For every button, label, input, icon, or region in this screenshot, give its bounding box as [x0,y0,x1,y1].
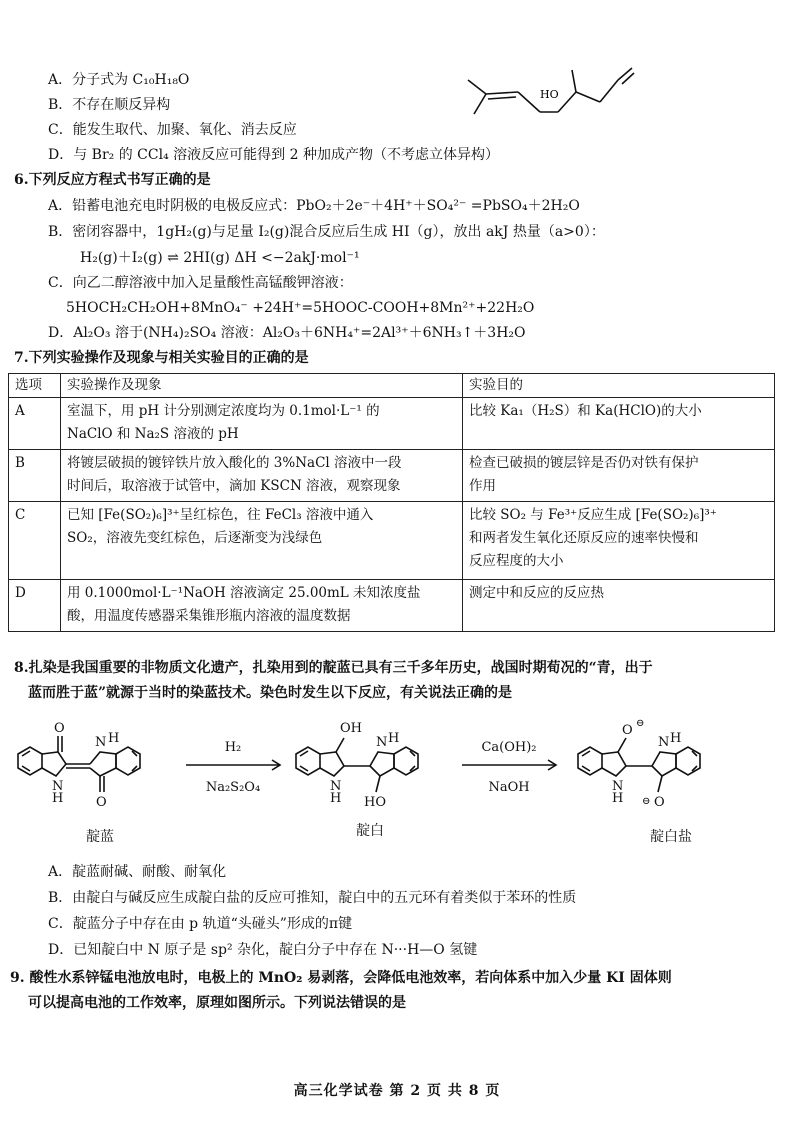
table-row [9,398,775,450]
table-header-row [9,374,775,398]
q9-stem-line1: 9. 酸性水系锌锰电池放电时，电极上的 MnO₂ 易剥落，会降低电池效率，若向体系中加入少量 KI 固体则 [10,970,672,986]
mol2-n-bottom: N [330,779,342,794]
table-row [9,502,775,580]
table-row [9,580,775,632]
page-footer: 高三化学试卷 第 2 页 共 8 页 [293,1083,501,1099]
q6-option-a: A．铅蓄电池充电时阴极的电极反应式：PbO₂＋2e⁻＋4H⁺＋SO₄²⁻ =PbSO₄＋2H₂O [48,198,580,214]
header-operation: 实验操作及现象 [61,374,463,398]
q5-option-b: B．不存在顺反异构 [48,97,171,113]
q9-stem-line2: 可以提高电池的工作效率，原理如图所示。下列说法错误的是 [28,995,406,1011]
mol3-h-top: H [670,731,682,746]
row-d-purpose: 测定中和反应的反应热 [463,580,775,632]
q7-stem: 7.下列实验操作及现象与相关实验目的正确的是 [14,350,309,366]
q8-option-a: A．靛蓝耐碱、耐酸、耐氧化 [48,864,227,880]
q8-reaction-scheme [0,712,794,832]
q5-option-c: C．能发生取代、加聚、氧化、消去反应 [48,122,297,138]
row-b-option: B [9,450,61,502]
mol3-name: 靛白盐 [650,829,692,845]
table-row [9,450,775,502]
mol2-ho-bottom: HO [364,795,386,810]
row-d-option: D [9,580,61,632]
row-c-option: C [9,502,61,580]
mol1-h-top: H [108,731,120,746]
arrow2-top-label: Ca(OH)₂ [481,740,537,755]
q6-stem: 6.下列反应方程式书写正确的是 [14,172,211,188]
q6-option-d: D．Al₂O₃ 溶于(NH₄)₂SO₄ 溶液：Al₂O₃＋6NH₄⁺=2Al³⁺＋6NH₃↑＋3H₂O [48,325,526,341]
mol3-n-top: N [658,735,670,750]
q5-option-d: D．与 Br₂ 的 CCl₄ 溶液反应可能得到 2 种加成产物（不考虑立体异构） [48,147,499,163]
q8-option-b: B．由靛白与碱反应生成靛白盐的反应可推知，靛白中的五元环有着类似于苯环的性质 [48,890,577,906]
mol3-h-bottom: H [612,791,624,806]
mol3-minus-top: ⊖ [636,718,645,729]
q8-stem-line2: 蓝而胜于蓝”就源于当时的染蓝技术。染色时发生以下反应，有关说法正确的是 [28,685,513,701]
q6-option-c-equation: 5HOCH₂CH₂OH+8MnO₄⁻ +24H⁺=5HOOC-COOH+8Mn²⁺+22H₂O [66,300,535,316]
row-a-operation: 室温下，用 pH 计分别测定浓度均为 0.1mol·L⁻¹ 的 NaClO 和 Na₂S 溶液的 pH [61,398,463,450]
mol2-h-bottom: H [330,791,342,806]
row-a-purpose: 比较 Ka₁（H₂S）和 Ka(HClO)的大小 [463,398,775,450]
mol2-h-top: H [388,731,400,746]
mol3-o-top: O [622,723,633,738]
row-b-purpose: 检查已破损的镀层锌是否仍对铁有保护 作用 [463,450,775,502]
arrow1-bottom-label: Na₂S₂O₄ [205,780,261,795]
mol1-o-bottom: O [96,795,107,810]
mol3-n-bottom: N [612,779,624,794]
row-b-operation: 将镀层破损的镀锌铁片放入酸化的 3%NaCl 溶液中一段 时间后，取溶液于试管中，滴加 KSCN 溶液，观察现象 [61,450,463,502]
mol2-name: 靛白 [356,823,384,839]
q7-experiment-table [8,373,775,632]
q5-structure-diagram [460,62,650,132]
arrow1-top-label: H₂ [224,740,242,755]
q5-ho-label: HO [540,88,559,101]
mol1-h-bottom: H [52,791,64,806]
row-c-operation: 已知 [Fe(SO₂)₆]³⁺呈红棕色，往 FeCl₃ 溶液中通入 SO₂，溶液先变红棕色，后逐渐变为浅绿色 [61,502,463,580]
mol1-n-bottom: N [52,779,64,794]
mol1-n-top: N [95,735,107,750]
q8-stem-line1: 8.扎染是我国重要的非物质文化遗产，扎染用到的靛蓝已具有三千多年历史，战国时期荀况的“青，出于 [14,660,653,676]
mol3-o-bottom: O [654,795,665,810]
row-a-option: A [9,398,61,450]
row-d-operation: 用 0.1000mol·L⁻¹NaOH 溶液滴定 25.00mL 未知浓度盐 酸，用温度传感器采集锥形瓶内溶液的温度数据 [61,580,463,632]
q6-option-b: B．密闭容器中，1gH₂(g)与足量 I₂(g)混合反应后生成 HI（g），放出 akJ 热量（a>0）： [48,224,605,240]
mol2-oh-top: OH [340,721,362,736]
q8-option-c: C．靛蓝分子中存在由 p 轨道“头碰头”形成的π键 [48,916,353,932]
q6-option-c: C．向乙二醇溶液中加入足量酸性高锰酸钾溶液： [48,275,353,291]
mol3-minus-bottom: ⊖ [642,796,651,807]
header-purpose: 实验目的 [463,374,775,398]
mol1-name: 靛蓝 [86,829,114,845]
q8-option-d: D．已知靛白中 N 原子是 sp² 杂化，靛白分子中存在 N···H—O 氢键 [48,942,478,958]
q6-option-b-equation: H₂(g)＋I₂(g) ⇌ 2HI(g) ΔH <−2akJ·mol⁻¹ [80,250,360,266]
mol1-o-top: O [54,721,65,736]
row-c-purpose: 比较 SO₂ 与 Fe³⁺反应生成 [Fe(SO₂)₆]³⁺ 和两者发生氧化还原反应的速率快慢和 反应程度的大小 [463,502,775,580]
header-option: 选项 [9,374,61,398]
mol2-n-top: N [376,735,388,750]
q5-option-a: A．分子式为 C₁₀H₁₈O [48,72,190,88]
arrow2-bottom-label: NaOH [488,780,530,795]
